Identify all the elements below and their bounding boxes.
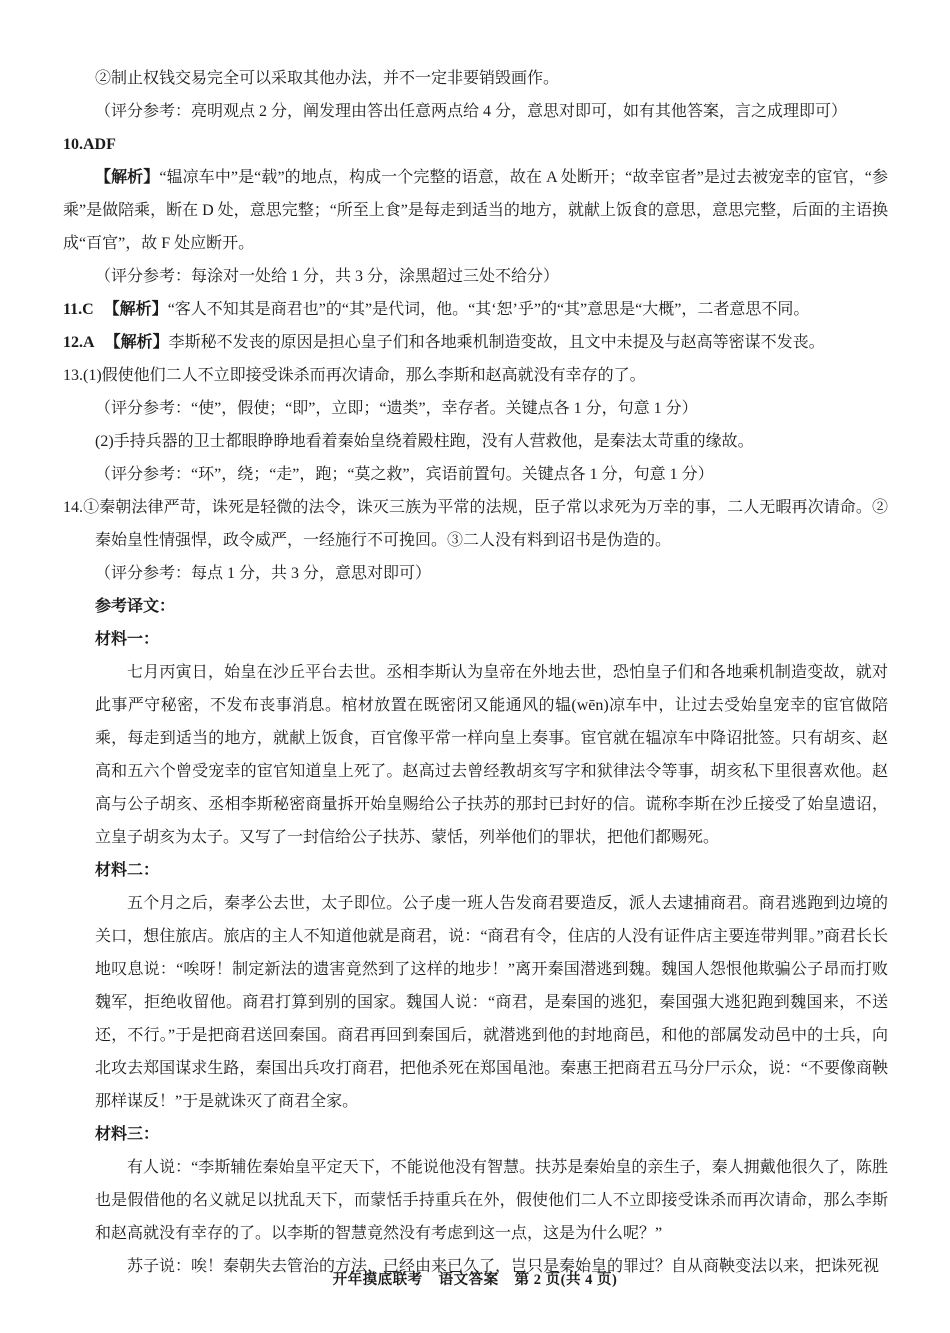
translation-title: 参考译文： — [95, 598, 176, 615]
material3-heading: 材料三： — [95, 1126, 160, 1143]
material2-heading: 材料二： — [95, 862, 160, 879]
score-note-q10: （评分参考：每涂对一处给 1 分，共 3 分，涂黑超过三处不给分） — [95, 268, 560, 285]
answer-q13-part1: 13.(1)假使他们二人不立即接受诛杀而再次请命，那么李斯和赵高就没有幸存的了。 — [63, 367, 646, 384]
material1-paragraph: 七月丙寅日，始皇在沙丘平台去世。丞相李斯认为皇帝在外地去世，恐怕皇子们和各地乘机制造变故，就对此事严守秘密，不发布丧事消息。棺材放置在既密闭又能通风的辒(wēn)凉车中，让过去受始皇宠幸的宦官做陪乘，每走到适当的地方，就献上饭食，百官像平常一样向皇上奏事。宦官就在辒凉车中降诏批签。只有胡亥、赵高和五六个曾受宠幸的宦官知道皇上死了。赵高过去曾经教胡亥写字和狱律法令等事，胡亥私下里很喜欢他。赵高与公子胡亥、丞相李斯秘密商量拆开始皇赐给公子扶苏的那封已封好的信。谎称李斯在沙丘接受了始皇遗诏，立皇子胡亥为太子。又写了一封信给公子扶苏、蒙恬，列举他们的罪状，把他们都赐死。 — [95, 664, 888, 846]
material3-paragraph-1: 有人说：“李斯辅佐秦始皇平定天下，不能说他没有智慧。扶苏是秦始皇的亲生子，秦人拥戴他很久了，陈胜也是假借他的名义就足以扰乱天下，而蒙恬手持重兵在外，假使他们二人不立即接受诛杀而再次请命，那么李斯和赵高就没有幸存的了。以李斯的智慧竟然没有考虑到这一点，这是为什么呢？” — [95, 1159, 888, 1242]
material3-paragraph-2: 苏子说：唉！秦朝失去管治的方法，已经由来已久了，岂只是秦始皇的罪过？自从商鞅变法以来，把诛死视 — [127, 1258, 880, 1275]
score-note-q13-2: （评分参考：“环”，绕；“走”，跑；“莫之救”，宾语前置句。关键点各 1 分，句意 1 分） — [95, 466, 714, 483]
material1-heading: 材料一： — [95, 631, 160, 648]
score-note-q13-1: （评分参考：“使”，假使；“即”，立即；“遗类”，幸存者。关键点各 1 分，句意 1 分） — [95, 400, 698, 417]
analysis-label-q11: 【解析】 — [103, 301, 168, 318]
answer-q9-point2: ②制止权钱交易完全可以采取其他办法，并不一定非要销毁画作。 — [95, 70, 560, 87]
material2-paragraph: 五个月之后，秦孝公去世，太子即位。公子虔一班人告发商君要造反，派人去逮捕商君。商君逃跑到边境的关口，想住旅店。旅店的主人不知道他就是商君，说：“商君有令，住店的人没有证件店主要连带判罪。”商君长长地叹息说：“唉呀！制定新法的遗害竟然到了这样的地步！”离开秦国潜逃到魏。魏国人怨恨他欺骗公子昂而打败魏军，拒绝收留他。商君打算到别的国家。魏国人说：“商君，是秦国的逃犯，秦国强大逃犯跑到魏国来，不送还，不行。”于是把商君送回秦国。商君再回到秦国后，就潜逃到他的封地商邑，和他的部属发动邑中的士兵，向北攻去郑国谋求生路，秦国出兵攻打商君，把他杀死在郑国黾池。秦惠王把商君五马分尸示众，说：“不要像商鞅那样谋反！”于是就诛灭了商君全家。 — [95, 895, 888, 1110]
answer-q10 — [63, 128, 888, 161]
answer-q14: 14.①秦朝法律严苛，诛死是轻微的法令，诛灭三族为平常的法规，臣子常以求死为万幸的事，二人无暇再次请命。②秦始皇性情强悍，政令威严，一经施行不可挽回。③二人没有料到诏书是伪造的。 — [63, 499, 888, 549]
analysis-text-q12: 李斯秘不发丧的原因是担心皇子们和各地乘机制造变故，且文中未提及与赵高等密谋不发丧。 — [168, 334, 825, 351]
analysis-q10 — [63, 161, 888, 260]
analysis-label-q12: 【解析】 — [104, 334, 169, 351]
footer-subject: 语文答案 — [438, 1272, 499, 1288]
analysis-text-q11: “客人不知其是商君也”的“其”是代词，他。“其‘恕’乎”的“其”意思是“大概”，二者意思不同。 — [167, 301, 810, 318]
answer-q13-part2: (2)手持兵器的卫士都眼睁睁地看着秦始皇绕着殿柱跑，没有人营救他，是秦法太苛重的缘故。 — [95, 433, 754, 450]
reference-translation-section — [63, 590, 888, 1283]
answer-q12-value: 12.A — [63, 334, 95, 351]
score-note-q14: （评分参考：每点 1 分，共 3 分，意思对即可） — [95, 565, 432, 582]
answer-line-q11 — [63, 293, 888, 326]
analysis-text-q10: “辒凉车中”是“载”的地点，构成一个完整的语意，故在 A 处断开；“故幸宦者”是过去被宠幸的宦官，“参乘”是做陪乘，断在 D 处，意思完整；“所至上食”是每走到适当的地方，就献上饭食的意思，意思完整，后面的主语换成“百官”，故 F 处应断开。 — [63, 169, 888, 252]
footer-page-number: 第 2 页(共 4 页) — [514, 1272, 618, 1288]
answer-q11-value: 11.C — [63, 301, 94, 318]
analysis-label-q10: 【解析】 — [95, 169, 160, 186]
answer-q10-value: 10.ADF — [63, 136, 116, 153]
page-footer — [0, 1264, 950, 1297]
score-note-q9: （评分参考：亮明观点 2 分，阐发理由答出任意两点给 4 分，意思对即可，如有其他答案，言之成理即可） — [95, 103, 848, 120]
footer-exam-name: 开年摸底联考 — [332, 1272, 423, 1288]
answer-line-q12 — [63, 326, 888, 359]
